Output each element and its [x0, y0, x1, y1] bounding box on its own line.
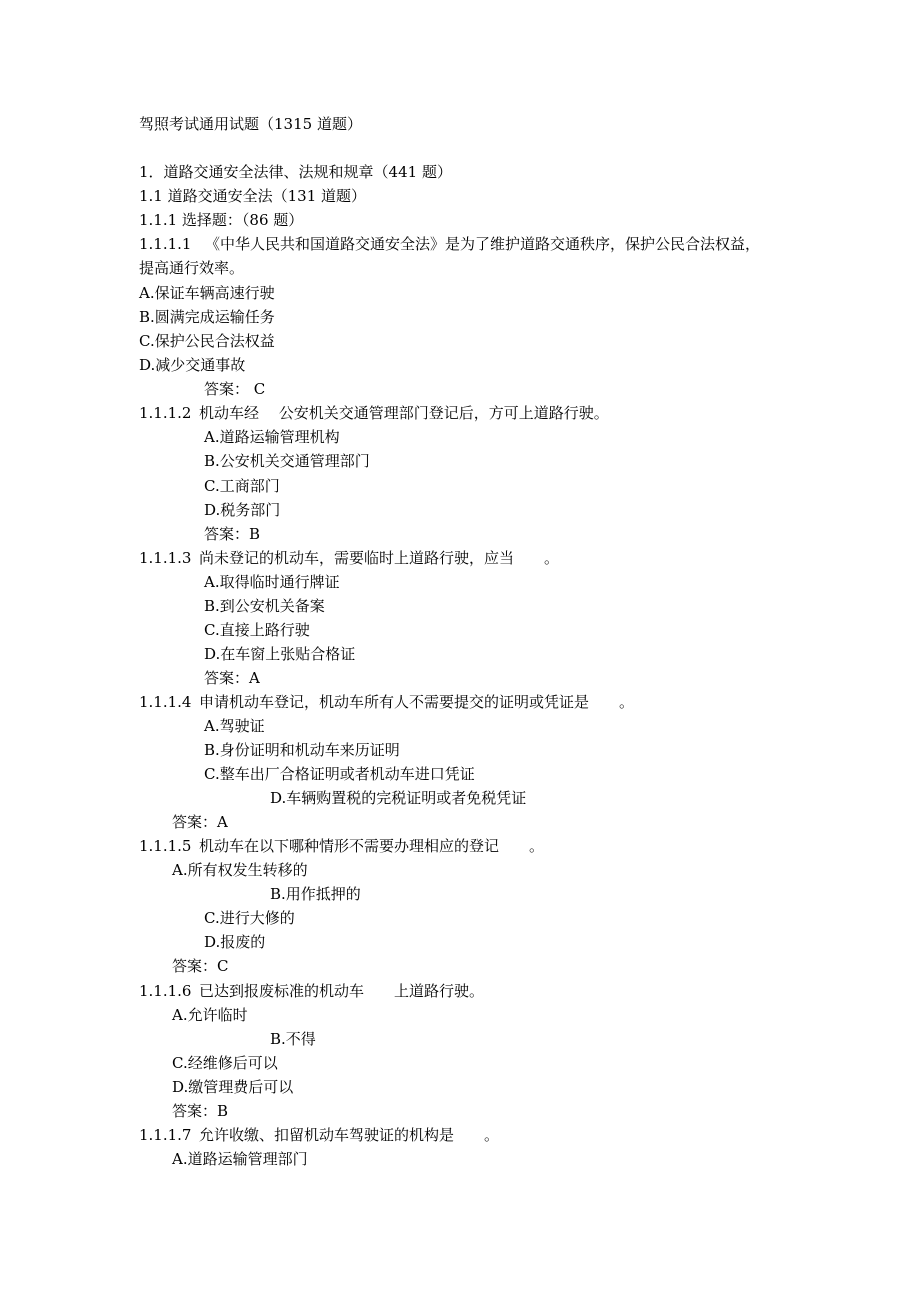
- option-b: B.公安机关交通管理部门: [204, 452, 370, 470]
- chapter-heading: 1．道路交通安全法律、法规和规章（441 题）: [139, 163, 452, 181]
- subsection-heading: 1.1.1 选择题：（86 题）: [139, 211, 304, 229]
- question-text: 已达到报废标准的机动车 上道路行驶。: [199, 982, 485, 1000]
- option-d: D.缴管理费后可以: [172, 1078, 294, 1096]
- option-d: D.减少交通事故: [139, 356, 246, 374]
- question-number: 1.1.1.4: [139, 693, 192, 711]
- option-c: C.工商部门: [204, 477, 280, 495]
- option-a: A.驾驶证: [204, 717, 265, 735]
- question-number: 1.1.1.6: [139, 982, 192, 1000]
- option-a: A.取得临时通行牌证: [204, 573, 340, 591]
- question-number: 1.1.1.5: [139, 837, 192, 855]
- option-a: A.道路运输管理部门: [172, 1150, 308, 1168]
- option-c: C.整车出厂合格证明或者机动车进口凭证: [204, 765, 475, 783]
- answer: 答案：A: [172, 813, 228, 831]
- question-text-continued: 提高通行效率。: [139, 259, 245, 277]
- option-a: A.保证车辆高速行驶: [139, 284, 275, 302]
- question-text: 机动车经 公安机关交通管理部门登记后，方可上道路行驶。: [199, 404, 609, 422]
- question-text: 允许收缴、扣留机动车驾驶证的机构是 。: [199, 1126, 500, 1144]
- option-b: B.不得: [270, 1030, 316, 1048]
- question-number: 1.1.1.2: [139, 404, 192, 422]
- section-heading: 1.1 道路交通安全法（131 道题）: [139, 187, 367, 205]
- answer: 答案：C: [172, 957, 229, 975]
- option-c: C.直接上路行驶: [204, 621, 310, 639]
- option-c: C.保护公民合法权益: [139, 332, 275, 350]
- option-b: B.用作抵押的: [270, 885, 361, 903]
- option-b: B.圆满完成运输任务: [139, 308, 275, 326]
- document-title: 驾照考试通用试题（1315 道题）: [139, 115, 362, 133]
- option-d: D.报废的: [204, 933, 266, 951]
- option-a: A.允许临时: [172, 1006, 248, 1024]
- answer: 答案：B: [204, 525, 261, 543]
- question-2: [139, 403, 609, 423]
- question-5: [139, 836, 544, 856]
- question-number: 1.1.1.3: [139, 549, 192, 567]
- option-b: B.到公安机关备案: [204, 597, 325, 615]
- question-7: [139, 1125, 499, 1145]
- question-text: 机动车在以下哪种情形不需要办理相应的登记 。: [199, 837, 545, 855]
- question-text: 申请机动车登记，机动车所有人不需要提交的证明或凭证是 。: [199, 693, 635, 711]
- question-text: 尚未登记的机动车，需要临时上道路行驶，应当 。: [199, 549, 560, 567]
- question-4: [139, 692, 634, 712]
- question-number: 1.1.1.7: [139, 1126, 192, 1144]
- answer: 答案： C: [204, 380, 266, 398]
- option-d: D.车辆购置税的完税证明或者免税凭证: [270, 789, 527, 807]
- option-a: A.道路运输管理机构: [204, 428, 340, 446]
- option-b: B.身份证明和机动车来历证明: [204, 741, 400, 759]
- option-a: A.所有权发生转移的: [172, 861, 308, 879]
- question-3: [139, 548, 559, 568]
- option-d: D.税务部门: [204, 501, 281, 519]
- option-c: C.经维修后可以: [172, 1054, 278, 1072]
- question-6: [139, 981, 484, 1001]
- option-c: C.进行大修的: [204, 909, 295, 927]
- question-number: 1.1.1.1: [139, 235, 192, 253]
- answer: 答案：B: [172, 1102, 229, 1120]
- answer: 答案：A: [204, 669, 260, 687]
- question-1: [139, 234, 760, 254]
- question-text: 《中华人民共和国道路交通安全法》是为了维护道路交通秩序，保护公民合法权益，: [205, 235, 761, 253]
- option-d: D.在车窗上张贴合格证: [204, 645, 356, 663]
